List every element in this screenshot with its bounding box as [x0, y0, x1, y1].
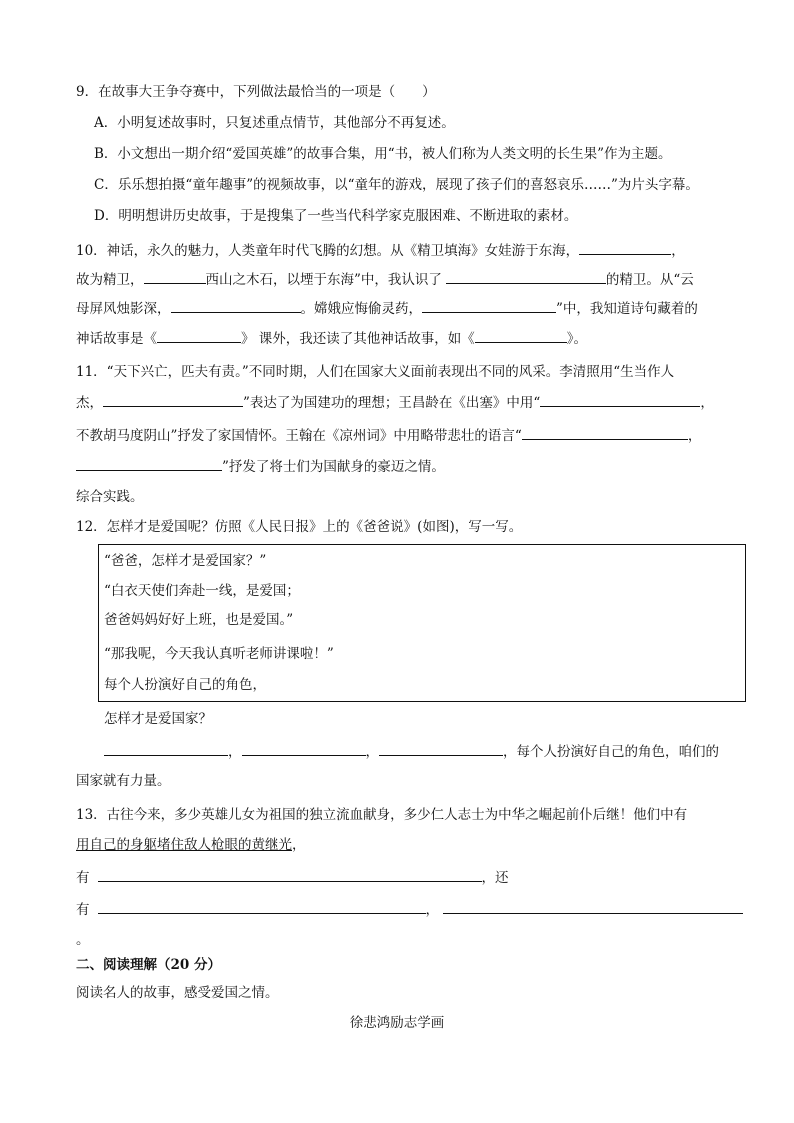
answer-blank[interactable] [104, 741, 228, 756]
q10-line-3: 母屏风烛影深， 。嫦娥应悔偷灵药， ”中，我知道诗句藏着的 [76, 298, 698, 319]
q12-question: 怎样才是爱国家？ [104, 711, 212, 727]
q9-stem: 9．在故事大王争夺赛中，下列做法最恰当的一项是（ ） [76, 84, 436, 100]
q13-line-2: 用自己的身躯堵住敌人枪眼的黄继光， [76, 837, 306, 853]
answer-blank[interactable] [103, 392, 243, 407]
q9-option-d: D．明明想讲历史故事，于是搜集了一些当代科学家克服困难、不断进取的素材。 [94, 208, 578, 224]
q13-line-3: 有 ，还 [76, 867, 509, 888]
q9-option-c: C．乐乐想拍摄“童年趣事”的视频故事，以“童年的游戏，展现了孩子们的喜怒哀乐……”为片头字幕。 [94, 177, 699, 193]
answer-blank[interactable] [475, 328, 567, 343]
answer-blank[interactable] [446, 269, 606, 284]
answer-blank[interactable] [157, 328, 241, 343]
q12-line-3: 国家就有力量。 [76, 773, 171, 789]
answer-blank[interactable] [522, 425, 688, 440]
answer-blank[interactable] [242, 741, 366, 756]
q11-line-1: 11．“天下兴亡，匹夫有责。”不同时期，人们在国家大义面前表现出不同的风采。李清照用“生当作人 [76, 364, 675, 380]
answer-blank[interactable] [443, 899, 743, 914]
answer-blank[interactable] [579, 240, 671, 255]
q9-option-b: B．小文想出一期介绍“爱国英雄”的故事合集，用“书，被人们称为人类文明的长生果”作为主题。 [94, 146, 672, 162]
q10-line-4: 神话故事是《 》 课外，我还读了其他神话故事，如《 》。 [76, 328, 587, 349]
q10-line-1: 10．神话，永久的魅力，人类童年时代飞腾的幻想。从《精卫填海》女娃游于东海， ， [76, 240, 685, 261]
answer-blank[interactable] [422, 298, 556, 313]
answer-blank[interactable] [76, 456, 222, 471]
answer-blank[interactable] [98, 899, 426, 914]
q11-line-3: 不教胡马度阴山”抒发了家国情怀。王翰在《凉州词》中用略带悲壮的语言“ ， [76, 425, 701, 446]
section-label: 综合实践。 [76, 489, 144, 505]
answer-blank[interactable] [144, 269, 206, 284]
q9-option-a: A．小明复述故事时，只复述重点情节，其他部分不再复述。 [94, 115, 455, 131]
example-underlined: 用自己的身躯堵住敌人枪眼的黄继光 [76, 837, 292, 853]
story-title: 徐悲鸿励志学画 [349, 1015, 445, 1031]
dialogue-line: 爸爸妈妈好好上班，也是爱国。” [104, 612, 294, 628]
dialogue-line: “白衣天使们奔赴一线，是爱国； [104, 583, 300, 599]
answer-blank[interactable] [98, 867, 482, 882]
q12-fill-line: ， ， ，每个人扮演好自己的角色，咱们的 [104, 741, 719, 762]
answer-blank[interactable] [171, 298, 301, 313]
q13-end: 。 [76, 932, 90, 948]
dialogue-box [98, 544, 746, 702]
q13-line-1: 13．古往今来，多少英雄儿女为祖国的独立流血献身，多少仁人志士为中华之崛起前仆后继！他们中有 [76, 807, 688, 823]
section-heading: 二、阅读理解（20 分） [76, 957, 221, 973]
dialogue-line: 每个人扮演好自己的角色， [104, 677, 266, 693]
q11-line-4: ”抒发了将士们为国献身的豪迈之情。 [76, 456, 445, 477]
answer-blank[interactable] [540, 392, 700, 407]
q12-stem: 12．怎样才是爱国呢？仿照《人民日报》上的《爸爸说》(如图)，写一写。 [76, 519, 523, 535]
dialogue-line: “爸爸，怎样才是爱国家？” [104, 553, 267, 569]
dialogue-line: “那我呢，今天我认真听老师讲课啦！” [104, 646, 334, 662]
section-intro: 阅读名人的故事，感受爱国之情。 [76, 985, 279, 1001]
answer-blank[interactable] [379, 741, 503, 756]
q10-text: 10．神话，永久的魅力，人类童年时代飞腾的幻想。从《精卫填海》女娃游于东海， [76, 243, 580, 259]
q11-line-2: 杰， ”表达了为国建功的理想；王昌龄在《出塞》中用“ ， [76, 392, 714, 413]
q13-line-4: 有 ， [76, 899, 743, 920]
q10-line-2: 故为精卫， 西山之木石，以堙于东海”中，我认识了 的精卫。从“云 [76, 269, 694, 290]
